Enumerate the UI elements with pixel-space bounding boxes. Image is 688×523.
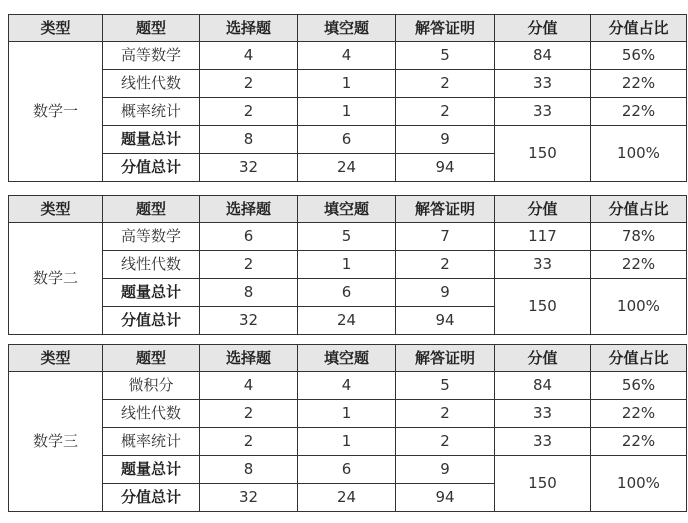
choice-cell: 8 xyxy=(200,279,298,307)
ratio-cell: 22% xyxy=(591,428,687,456)
fill-cell: 1 xyxy=(298,70,396,98)
ratio-cell: 56% xyxy=(591,42,687,70)
count-total-row xyxy=(9,279,687,307)
score-cell: 84 xyxy=(495,42,591,70)
ratio-cell: 56% xyxy=(591,372,687,400)
subject-cell: 高等数学 xyxy=(103,42,200,70)
ratio-cell: 22% xyxy=(591,70,687,98)
header-score-ratio: 分值占比 xyxy=(591,15,687,42)
header-question-type: 题型 xyxy=(103,15,200,42)
group-label: 数学三 xyxy=(9,372,103,512)
choice-cell: 2 xyxy=(200,400,298,428)
header-score-ratio: 分值占比 xyxy=(591,196,687,223)
score-total-label: 分值总计 xyxy=(103,484,200,512)
header-category: 类型 xyxy=(9,345,103,372)
header-proof: 解答证明 xyxy=(396,345,495,372)
header-score: 分值 xyxy=(495,196,591,223)
table-row xyxy=(9,400,687,428)
table-row xyxy=(9,223,687,251)
subject-cell: 线性代数 xyxy=(103,70,200,98)
proof-cell: 2 xyxy=(396,98,495,126)
total-ratio-cell: 100% xyxy=(591,279,687,335)
score-cell: 33 xyxy=(495,70,591,98)
fill-cell: 6 xyxy=(298,456,396,484)
choice-cell: 32 xyxy=(200,307,298,335)
fill-cell: 6 xyxy=(298,279,396,307)
score-total-label: 分值总计 xyxy=(103,154,200,182)
proof-cell: 9 xyxy=(396,279,495,307)
header-fill-blank: 填空题 xyxy=(298,15,396,42)
count-total-row xyxy=(9,126,687,154)
proof-cell: 7 xyxy=(396,223,495,251)
header-row xyxy=(9,15,687,42)
header-fill-blank: 填空题 xyxy=(298,345,396,372)
exam-table-math1 xyxy=(8,14,687,182)
proof-cell: 2 xyxy=(396,251,495,279)
fill-cell: 6 xyxy=(298,126,396,154)
exam-table-math3 xyxy=(8,344,687,512)
score-cell: 33 xyxy=(495,400,591,428)
proof-cell: 94 xyxy=(396,154,495,182)
proof-cell: 5 xyxy=(396,42,495,70)
subject-cell: 微积分 xyxy=(103,372,200,400)
table-row xyxy=(9,70,687,98)
header-proof: 解答证明 xyxy=(396,196,495,223)
choice-cell: 32 xyxy=(200,154,298,182)
subject-cell: 概率统计 xyxy=(103,98,200,126)
fill-cell: 24 xyxy=(298,484,396,512)
proof-cell: 2 xyxy=(396,428,495,456)
choice-cell: 2 xyxy=(200,98,298,126)
total-ratio-cell: 100% xyxy=(591,456,687,512)
fill-cell: 24 xyxy=(298,307,396,335)
header-score-ratio: 分值占比 xyxy=(591,345,687,372)
ratio-cell: 22% xyxy=(591,98,687,126)
header-question-type: 题型 xyxy=(103,196,200,223)
table-row xyxy=(9,428,687,456)
proof-cell: 2 xyxy=(396,400,495,428)
proof-cell: 94 xyxy=(396,307,495,335)
fill-cell: 1 xyxy=(298,251,396,279)
fill-cell: 5 xyxy=(298,223,396,251)
ratio-cell: 78% xyxy=(591,223,687,251)
header-fill-blank: 填空题 xyxy=(298,196,396,223)
score-total-label: 分值总计 xyxy=(103,307,200,335)
header-score: 分值 xyxy=(495,15,591,42)
choice-cell: 4 xyxy=(200,42,298,70)
total-ratio-cell: 100% xyxy=(591,126,687,182)
table-row xyxy=(9,251,687,279)
fill-cell: 4 xyxy=(298,42,396,70)
score-cell: 33 xyxy=(495,98,591,126)
score-cell: 33 xyxy=(495,428,591,456)
fill-cell: 1 xyxy=(298,98,396,126)
proof-cell: 2 xyxy=(396,70,495,98)
total-score-cell: 150 xyxy=(495,279,591,335)
subject-cell: 线性代数 xyxy=(103,400,200,428)
header-category: 类型 xyxy=(9,15,103,42)
score-cell: 117 xyxy=(495,223,591,251)
subject-cell: 高等数学 xyxy=(103,223,200,251)
count-total-row xyxy=(9,456,687,484)
header-choice: 选择题 xyxy=(200,345,298,372)
total-score-cell: 150 xyxy=(495,456,591,512)
choice-cell: 32 xyxy=(200,484,298,512)
header-choice: 选择题 xyxy=(200,196,298,223)
table-row xyxy=(9,98,687,126)
choice-cell: 2 xyxy=(200,251,298,279)
subject-cell: 线性代数 xyxy=(103,251,200,279)
count-total-label: 题量总计 xyxy=(103,126,200,154)
proof-cell: 9 xyxy=(396,456,495,484)
count-total-label: 题量总计 xyxy=(103,456,200,484)
choice-cell: 2 xyxy=(200,428,298,456)
proof-cell: 9 xyxy=(396,126,495,154)
ratio-cell: 22% xyxy=(591,251,687,279)
fill-cell: 1 xyxy=(298,428,396,456)
choice-cell: 6 xyxy=(200,223,298,251)
header-score: 分值 xyxy=(495,345,591,372)
score-cell: 33 xyxy=(495,251,591,279)
proof-cell: 5 xyxy=(396,372,495,400)
fill-cell: 1 xyxy=(298,400,396,428)
ratio-cell: 22% xyxy=(591,400,687,428)
count-total-label: 题量总计 xyxy=(103,279,200,307)
header-row xyxy=(9,196,687,223)
subject-cell: 概率统计 xyxy=(103,428,200,456)
group-label: 数学一 xyxy=(9,42,103,182)
choice-cell: 4 xyxy=(200,372,298,400)
exam-table-math2 xyxy=(8,195,687,335)
proof-cell: 94 xyxy=(396,484,495,512)
group-label: 数学二 xyxy=(9,223,103,335)
header-proof: 解答证明 xyxy=(396,15,495,42)
fill-cell: 4 xyxy=(298,372,396,400)
score-cell: 84 xyxy=(495,372,591,400)
total-score-cell: 150 xyxy=(495,126,591,182)
choice-cell: 2 xyxy=(200,70,298,98)
table-row xyxy=(9,372,687,400)
header-row xyxy=(9,345,687,372)
header-question-type: 题型 xyxy=(103,345,200,372)
choice-cell: 8 xyxy=(200,126,298,154)
fill-cell: 24 xyxy=(298,154,396,182)
header-choice: 选择题 xyxy=(200,15,298,42)
table-row xyxy=(9,42,687,70)
header-category: 类型 xyxy=(9,196,103,223)
choice-cell: 8 xyxy=(200,456,298,484)
